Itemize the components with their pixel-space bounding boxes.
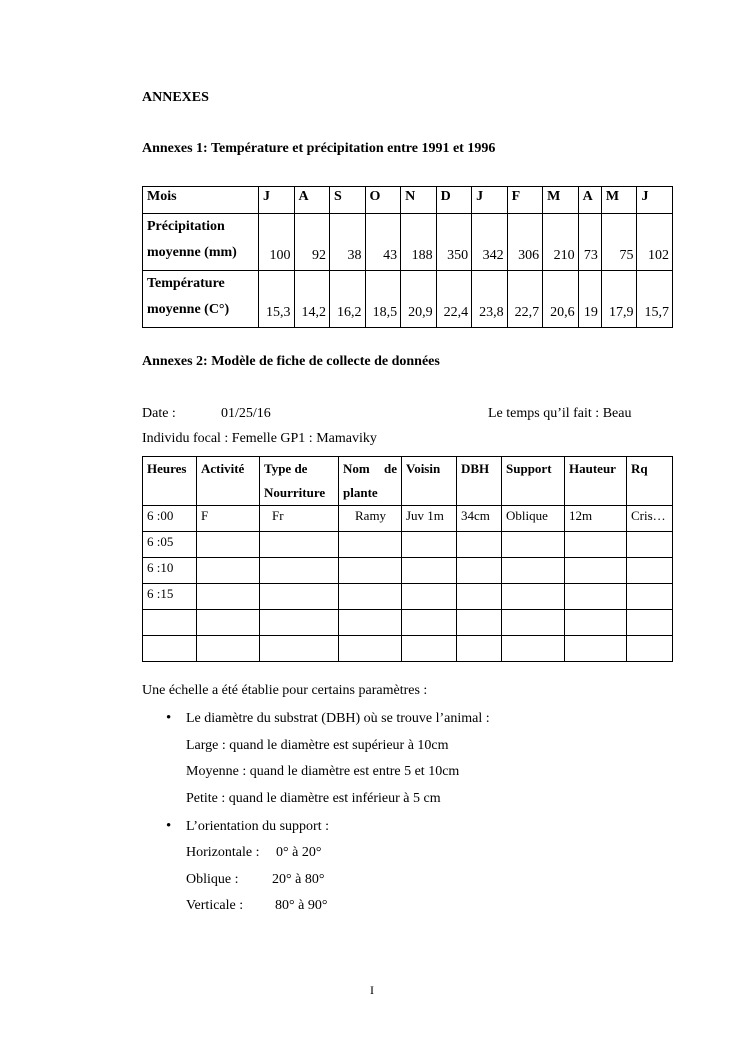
page-heading: ANNEXES bbox=[142, 90, 209, 105]
table-row bbox=[143, 214, 673, 271]
header-cell bbox=[260, 457, 339, 506]
bullet-orientation-title: L’orientation du support : bbox=[186, 819, 329, 834]
precip-cell: 38 bbox=[330, 214, 366, 271]
table-cell: F bbox=[197, 506, 260, 532]
table-cell bbox=[457, 532, 502, 558]
table-cell bbox=[197, 610, 260, 636]
temp-cell: 20,9 bbox=[401, 271, 437, 328]
table-cell bbox=[143, 610, 197, 636]
table-cell: 34cm bbox=[457, 506, 502, 532]
table-cell bbox=[402, 558, 457, 584]
table-row bbox=[143, 457, 673, 506]
temp-cell: 20,6 bbox=[543, 271, 579, 328]
table-cell bbox=[627, 610, 673, 636]
precip-cell: 210 bbox=[543, 214, 579, 271]
table-cell bbox=[565, 532, 627, 558]
table-cell: Mois bbox=[143, 187, 259, 214]
temp-cell: 22,4 bbox=[436, 271, 472, 328]
temp-cell: 17,9 bbox=[601, 271, 637, 328]
orientation-horizontal-label: Horizontale : bbox=[186, 845, 260, 860]
focal-individual: Individu focal : Femelle GP1 : Mamaviky bbox=[142, 431, 377, 446]
orientation-horizontal-value: 0° à 20° bbox=[276, 845, 322, 860]
month-cell: S bbox=[330, 187, 366, 214]
table-cell: 6 :15 bbox=[143, 584, 197, 610]
table-cell bbox=[339, 584, 402, 610]
page-number: I bbox=[370, 983, 374, 997]
table-cell bbox=[502, 558, 565, 584]
table-cell bbox=[402, 532, 457, 558]
precip-cell: 350 bbox=[436, 214, 472, 271]
table-cell bbox=[457, 584, 502, 610]
orientation-vertical-value: 80° à 90° bbox=[275, 898, 328, 913]
orientation-oblique-label: Oblique : bbox=[186, 872, 239, 887]
orientation-oblique-value: 20° à 80° bbox=[272, 872, 325, 887]
data-collection-form bbox=[142, 456, 673, 662]
bullet-icon: • bbox=[166, 818, 172, 834]
table-cell: Oblique bbox=[502, 506, 565, 532]
table-cell bbox=[457, 610, 502, 636]
table-cell: Ramy bbox=[339, 506, 402, 532]
month-cell: A bbox=[294, 187, 330, 214]
header-cell: Rq bbox=[627, 457, 673, 506]
header-line: Nourriture bbox=[264, 485, 326, 500]
table-cell bbox=[502, 610, 565, 636]
table-cell bbox=[197, 558, 260, 584]
table-cell bbox=[457, 636, 502, 662]
precip-cell: 75 bbox=[601, 214, 637, 271]
table-cell bbox=[502, 532, 565, 558]
table-cell: 12m bbox=[565, 506, 627, 532]
table-row bbox=[143, 636, 673, 662]
temp-cell: 23,8 bbox=[472, 271, 508, 328]
table-row bbox=[143, 532, 673, 558]
temp-cell: 22,7 bbox=[507, 271, 543, 328]
table-row bbox=[143, 610, 673, 636]
table-cell bbox=[627, 558, 673, 584]
table-cell bbox=[339, 610, 402, 636]
header-line: plante bbox=[343, 485, 378, 500]
temp-cell: 18,5 bbox=[365, 271, 401, 328]
header-line: Nom de bbox=[343, 461, 397, 476]
table-cell bbox=[502, 584, 565, 610]
table-row bbox=[143, 558, 673, 584]
table-row bbox=[143, 506, 673, 532]
table-cell: 6 :00 bbox=[143, 506, 197, 532]
table-cell bbox=[197, 584, 260, 610]
orientation-vertical-label: Verticale : bbox=[186, 898, 244, 913]
table-cell bbox=[260, 558, 339, 584]
table-cell bbox=[339, 636, 402, 662]
table-cell bbox=[627, 636, 673, 662]
date-value: 01/25/16 bbox=[221, 406, 271, 421]
date-label: Date : bbox=[142, 406, 176, 421]
header-cell: Support bbox=[502, 457, 565, 506]
bullet-dbh-title: Le diamètre du substrat (DBH) où se trouve l’animal : bbox=[186, 711, 490, 726]
scale-intro: Une échelle a été établie pour certains paramètres : bbox=[142, 683, 428, 698]
precip-cell: 188 bbox=[401, 214, 437, 271]
table-cell bbox=[143, 636, 197, 662]
table-cell bbox=[197, 636, 260, 662]
table-cell bbox=[260, 610, 339, 636]
table-cell bbox=[339, 558, 402, 584]
table-cell bbox=[260, 636, 339, 662]
header-cell: Hauteur bbox=[565, 457, 627, 506]
table-row bbox=[143, 187, 673, 214]
table-cell: 6 :10 bbox=[143, 558, 197, 584]
table-cell bbox=[627, 532, 673, 558]
month-cell: A bbox=[578, 187, 601, 214]
annex1-title: Annexes 1: Température et précipitation entre 1991 et 1996 bbox=[142, 141, 496, 156]
precip-cell: 306 bbox=[507, 214, 543, 271]
temp-cell: 14,2 bbox=[294, 271, 330, 328]
header-cell: Heures bbox=[143, 457, 197, 506]
table-cell bbox=[339, 532, 402, 558]
precip-cell: 73 bbox=[578, 214, 601, 271]
table-cell bbox=[502, 636, 565, 662]
precip-cell: 43 bbox=[365, 214, 401, 271]
month-cell: N bbox=[401, 187, 437, 214]
header-cell: Activité bbox=[197, 457, 260, 506]
row-label bbox=[143, 214, 259, 271]
month-cell: M bbox=[543, 187, 579, 214]
table-row bbox=[143, 271, 673, 328]
table-cell bbox=[260, 584, 339, 610]
label-line: Température bbox=[147, 276, 225, 291]
row-label bbox=[143, 271, 259, 328]
month-cell: J bbox=[472, 187, 508, 214]
header-cell: DBH bbox=[457, 457, 502, 506]
temp-cell: 16,2 bbox=[330, 271, 366, 328]
table-cell bbox=[565, 584, 627, 610]
table-cell bbox=[627, 584, 673, 610]
label-line: Précipitation bbox=[147, 219, 225, 234]
table-cell: Fr bbox=[260, 506, 339, 532]
weather-text: Le temps qu’il fait : Beau bbox=[488, 406, 632, 421]
table-cell bbox=[197, 532, 260, 558]
temp-cell: 19 bbox=[578, 271, 601, 328]
month-cell: J bbox=[259, 187, 295, 214]
table-cell bbox=[565, 558, 627, 584]
table-cell: Cris… bbox=[627, 506, 673, 532]
table-cell: Juv 1m bbox=[402, 506, 457, 532]
precip-cell: 102 bbox=[637, 214, 673, 271]
precip-cell: 342 bbox=[472, 214, 508, 271]
table-row bbox=[143, 584, 673, 610]
dbh-medium: Moyenne : quand le diamètre est entre 5 et 10cm bbox=[186, 764, 460, 779]
table-cell bbox=[260, 532, 339, 558]
label-line: moyenne (C°) bbox=[147, 302, 230, 317]
header-cell: Voisin bbox=[402, 457, 457, 506]
temp-cell: 15,7 bbox=[637, 271, 673, 328]
month-cell: O bbox=[365, 187, 401, 214]
bullet-icon: • bbox=[166, 710, 172, 726]
table-cell bbox=[565, 610, 627, 636]
month-cell: F bbox=[507, 187, 543, 214]
month-cell: D bbox=[436, 187, 472, 214]
annex2-title: Annexes 2: Modèle de fiche de collecte de données bbox=[142, 354, 440, 369]
table-cell bbox=[457, 558, 502, 584]
precip-cell: 92 bbox=[294, 214, 330, 271]
precip-cell: 100 bbox=[259, 214, 295, 271]
table-cell: 6 :05 bbox=[143, 532, 197, 558]
header-line: Type de bbox=[264, 461, 308, 476]
climate-table bbox=[142, 186, 673, 328]
dbh-small: Petite : quand le diamètre est inférieur à 5 cm bbox=[186, 791, 441, 806]
label-line: moyenne (mm) bbox=[147, 245, 237, 260]
table-cell bbox=[565, 636, 627, 662]
month-cell: J bbox=[637, 187, 673, 214]
month-cell: M bbox=[601, 187, 637, 214]
dbh-large: Large : quand le diamètre est supérieur à 10cm bbox=[186, 738, 449, 753]
header-cell bbox=[339, 457, 402, 506]
temp-cell: 15,3 bbox=[259, 271, 295, 328]
table-cell bbox=[402, 636, 457, 662]
table-cell bbox=[402, 584, 457, 610]
table-cell bbox=[402, 610, 457, 636]
